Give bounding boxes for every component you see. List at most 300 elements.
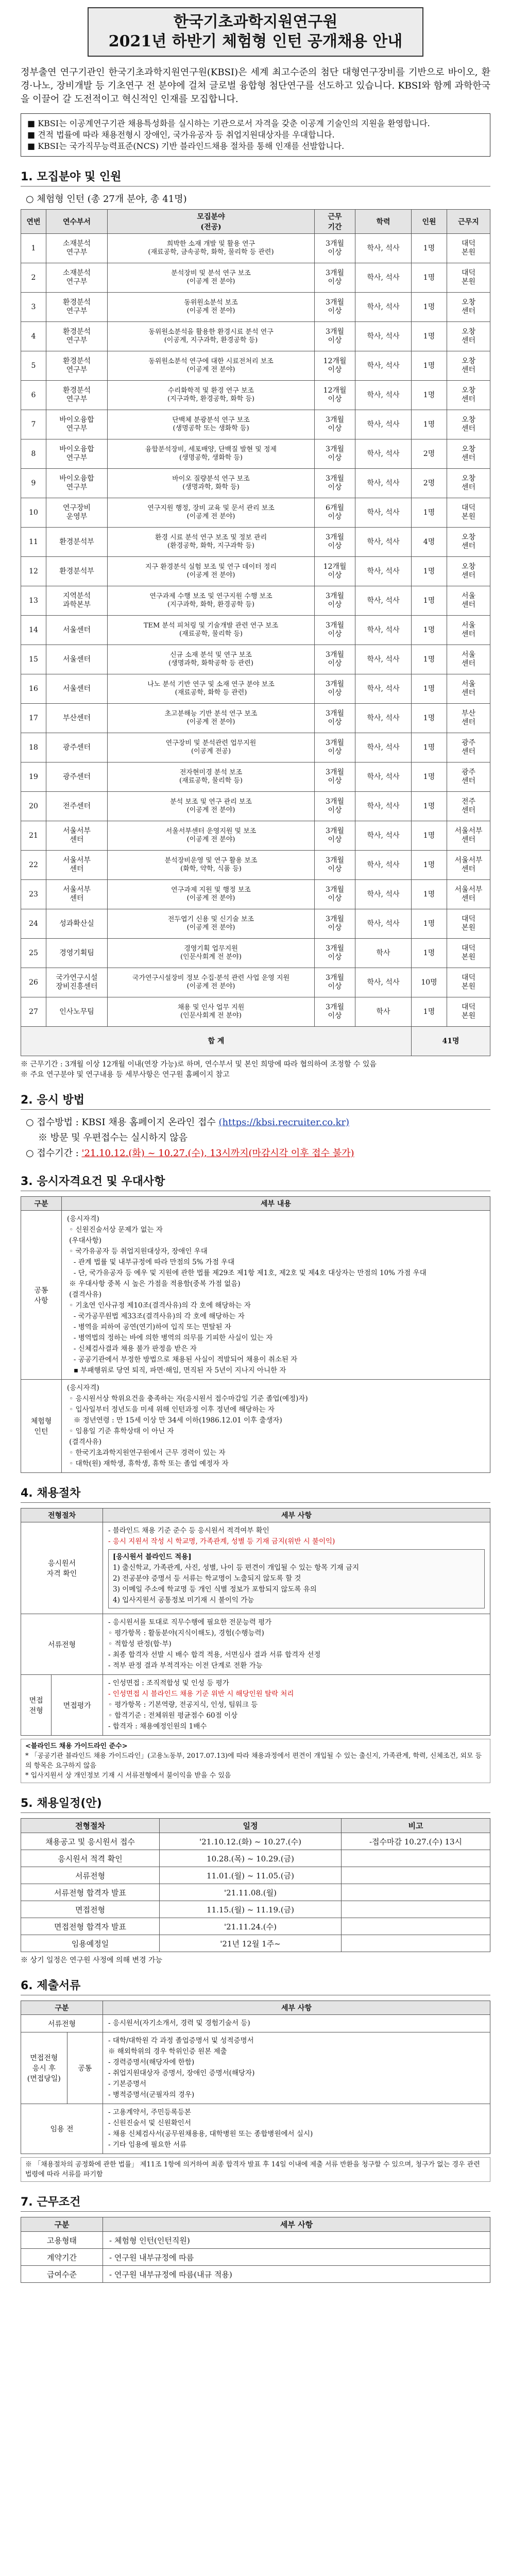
schedule-cell: 10.28.(목) ~ 10.29.(금) — [160, 1850, 342, 1867]
recruit-cell: 학사, 석사 — [355, 557, 412, 586]
proc-interview-line-4: ◦ 합격기준 : 전체위원 평균점수 60점 이상 — [108, 1711, 238, 1720]
sched-header-date: 일정 — [160, 1819, 342, 1833]
recruit-cell: 1명 — [412, 851, 447, 880]
apply-line-2: ※ 방문 및 우편접수는 실시하지 않음 — [38, 1132, 188, 1143]
schedule-cell: 서류전형 합격자 발표 — [21, 1884, 160, 1901]
schedule-row — [21, 1833, 490, 1850]
condition-detail: - 연구원 내부규정에 따름(내규 적용) — [103, 2266, 490, 2283]
qual-header-type: 구분 — [21, 1197, 62, 1211]
docs-interview-detail — [103, 2032, 490, 2104]
recruit-cell: 바이오융합 연구부 — [46, 439, 108, 469]
recruit-cell: 3개월 이상 — [315, 528, 355, 557]
recruit-cell: 학사, 석사 — [355, 439, 412, 469]
recruit-total-value: 41명 — [412, 1027, 490, 1056]
proc-docs-label: 응시원서 자격 확인 — [21, 1522, 103, 1614]
recruit-row — [21, 851, 490, 880]
docs-interview-line-5: - 기본증명서 — [108, 2080, 147, 2088]
recruit-cell: 연구과제 지원 및 행정 보조 (이공계 전 분야) — [108, 880, 315, 909]
docs-interview-line-2: ※ 해외학위의 경우 학위인증 원본 제출 — [108, 2047, 227, 2056]
proc-paper-line-1: - 응시원서를 토대로 직무수행에 필요한 전문능력 평가 — [108, 1618, 272, 1626]
recruit-cell: 17 — [21, 704, 46, 733]
qual-line: ※ 정년연령 : 만 15세 이상 만 34세 이하(1986.12.01 이후 출생자) — [67, 1416, 282, 1425]
recruit-row — [21, 821, 490, 851]
docs-interview-line-6: - 병적증명서(군필자의 경우) — [108, 2091, 195, 2099]
qual-line: ◦ 기초연 인사규정 제10조(결격사유)의 각 호에 해당하는 자 — [67, 1301, 251, 1310]
recruit-cell: 16 — [21, 674, 46, 704]
notice-3: ■ KBSI는 국가직무능력표준(NCS) 기반 블라인드채용 절차를 통해 인재를 선발합니다. — [27, 141, 345, 151]
recruit-row — [21, 528, 490, 557]
schedule-row — [21, 1901, 490, 1918]
schedule-cell: 임용예정일 — [21, 1935, 160, 1952]
condition-row — [21, 2249, 490, 2266]
recruit-cell: 소재분석 연구부 — [46, 234, 108, 263]
recruit-cell: 분석장비운영 및 연구 활용 보조 (화학, 약학, 식품 등) — [108, 851, 315, 880]
proc-interview-label: 면접평가 — [52, 1675, 103, 1736]
documents-note: ※ 「채용절차의 공정화에 관한 법률」 제11조 1항에 의거하여 최종 합격자 발표 후 14일 이내에 제출 서류 반환을 청구할 수 있으며, 청구가 없는 경우 관련 법령에 따라 서류를 파기함 — [21, 2157, 490, 2182]
recruit-cell: 서울 센터 — [447, 586, 490, 616]
qual-line: (우대사항) — [67, 1236, 101, 1245]
recruit-cell: 학사, 석사 — [355, 674, 412, 704]
recruit-header-4: 학력 — [355, 210, 412, 234]
procedure-table — [21, 1508, 490, 1736]
recruit-cell: 성과확산실 — [46, 909, 108, 939]
recruit-cell: 오창 센터 — [447, 439, 490, 469]
recruit-cell: 서울서부 센터 — [447, 880, 490, 909]
recruit-cell: 바이오융합 연구부 — [46, 410, 108, 439]
apply-line-3 — [26, 1146, 485, 1161]
recruit-cell: 국가연구시설장비 정보 수집·분석 관련 사업 운영 지원 (이공계 전 분야) — [108, 968, 315, 997]
recruit-cell: 1명 — [412, 234, 447, 263]
recruit-cell: 4명 — [412, 528, 447, 557]
schedule-row — [21, 1918, 490, 1935]
notice-1: ■ KBSI는 이공계연구기관 채용특성화를 실시하는 기관으로서 자격을 갖춘 이공계 기술인의 지원을 환영합니다. — [27, 118, 430, 128]
recruit-cell: 학사, 석사 — [355, 762, 412, 792]
schedule-cell — [342, 1884, 490, 1901]
recruit-cell: 나노 분석 기반 연구 및 소재 연구 분야 보조 (재료공학, 화학 등 관련) — [108, 674, 315, 704]
recruit-cell: 학사, 석사 — [355, 263, 412, 293]
schedule-cell: '21.10.12.(화) ~ 10.27.(수) — [160, 1833, 342, 1850]
blind-box-title: [응시원서 블라인드 적용] — [113, 1553, 192, 1561]
proc-row-interview — [21, 1675, 490, 1736]
recruit-cell: 학사, 석사 — [355, 234, 412, 263]
schedule-cell: 면접전형 — [21, 1901, 160, 1918]
recruit-cell: 3개월 이상 — [315, 733, 355, 762]
section1-note-2: ※ 주요 연구분야 및 연구내용 등 세부사항은 연구원 홈페이지 참고 — [21, 1071, 230, 1079]
recruit-cell: 8 — [21, 439, 46, 469]
proc-interview-detail — [103, 1675, 490, 1736]
recruit-cell: 1명 — [412, 351, 447, 381]
proc-row-paper — [21, 1614, 490, 1675]
condition-row — [21, 2266, 490, 2283]
proc-paper-label: 서류전형 — [21, 1614, 103, 1675]
recruit-row — [21, 909, 490, 939]
recruit-cell: 1명 — [412, 381, 447, 410]
recruit-cell: 환경분석 연구부 — [46, 351, 108, 381]
recruit-cell: 학사, 석사 — [355, 733, 412, 762]
proc-paper-line-4: - 최종 합격자 선발 시 배수 합격 적용, 서면심사 결과 서류 합격자 선정 — [108, 1651, 321, 1659]
recruit-cell: 학사, 석사 — [355, 792, 412, 821]
schedule-row — [21, 1867, 490, 1884]
docs-row-interview — [21, 2032, 490, 2104]
blind-box-line-1: 1) 출신학교, 가족관계, 사진, 성별, 나이 등 편견이 개입될 수 있는 항목 기재 금지 — [113, 1564, 360, 1572]
proc-interview-line-3: ◦ 평가항목 : 기본역량, 전공지식, 인성, 팀워크 등 — [108, 1701, 258, 1709]
recruit-cell: 부산센터 — [46, 704, 108, 733]
docs-interview-sub: 공통 — [67, 2032, 103, 2104]
recruit-cell: 바이오융합 연구부 — [46, 469, 108, 498]
recruit-cell: 서울서부 센터 — [447, 851, 490, 880]
recruit-cell: 광주 센터 — [447, 733, 490, 762]
recruit-row — [21, 586, 490, 616]
recruit-cell: 1명 — [412, 997, 447, 1027]
title-line1: 한국기초과학지원연구원 — [173, 13, 338, 31]
recruit-cell: 신규 소재 분석 및 연구 보조 (생명과학, 화학공학 등 관련) — [108, 645, 315, 674]
recruit-cell: 6 — [21, 381, 46, 410]
schedule-table — [21, 1818, 490, 1952]
recruit-cell: 24 — [21, 909, 46, 939]
apply-period-label: ○ 접수기간 : — [26, 1148, 82, 1159]
apply-method-label: ○ 접수방법 : KBSI 채용 홈페이지 온라인 접수 — [26, 1117, 216, 1128]
recruit-row — [21, 557, 490, 586]
proc-row-docs — [21, 1522, 490, 1614]
recruit-row — [21, 439, 490, 469]
sched-header-step: 전형절차 — [21, 1819, 160, 1833]
recruit-cell: 1명 — [412, 821, 447, 851]
recruit-cell: 1명 — [412, 939, 447, 968]
recruit-cell: 3개월 이상 — [315, 939, 355, 968]
recruit-cell: 1명 — [412, 909, 447, 939]
recruit-cell: 21 — [21, 821, 46, 851]
schedule-cell: 응시원서 적격 확인 — [21, 1850, 160, 1867]
apply-method — [26, 1115, 485, 1161]
recruit-header-2: 모집분야 (전공) — [108, 210, 315, 234]
qualification-table — [21, 1196, 490, 1473]
recruit-cell: 2명 — [412, 439, 447, 469]
recruit-cell: 경영기획팀 — [46, 939, 108, 968]
recruit-cell: 27 — [21, 997, 46, 1027]
recruit-cell: 연구장비 및 분석관련 업무지원 (이공계 전공) — [108, 733, 315, 762]
recruit-cell: 환경 시료 분석 연구 보조 및 정보 관리 (환경공학, 화학, 지구과학 등) — [108, 528, 315, 557]
qual-line: ◦ 신원진술서상 문제가 없는 자 — [67, 1226, 163, 1234]
recruit-cell: 오창 센터 — [447, 381, 490, 410]
recruit-header-5: 인원 — [412, 210, 447, 234]
proc-paper-detail — [103, 1614, 490, 1675]
section5-title: 5. 채용일정(안) — [21, 1794, 490, 1813]
recruit-cell: 학사 — [355, 939, 412, 968]
schedule-cell — [342, 1935, 490, 1952]
recruit-cell: 환경분석 연구부 — [46, 322, 108, 351]
recruit-cell: 대덕 본원 — [447, 909, 490, 939]
recruit-cell: 학사, 석사 — [355, 351, 412, 381]
cond-header-detail: 세부 사항 — [103, 2217, 490, 2232]
recruit-row — [21, 293, 490, 322]
docs-hire-line-2: - 신원진술서 및 신원확인서 — [108, 2119, 191, 2127]
recruit-cell: 서울서부 센터 — [46, 880, 108, 909]
blind-box-line-2: 2) 전공분야 증명서 등 서류는 학교명이 노출되지 않도록 할 것 — [113, 1574, 301, 1583]
qual-line: - 병역법의 정하는 바에 의한 병역의 의무를 기피한 사실이 있는 자 — [67, 1334, 273, 1342]
qual-line: (결격사유) — [67, 1291, 101, 1299]
conditions-table — [21, 2217, 490, 2283]
recruit-cell: 1명 — [412, 792, 447, 821]
section7-title: 7. 근무조건 — [21, 2193, 490, 2212]
recruit-cell: 학사, 석사 — [355, 645, 412, 674]
recruit-cell: 동위원소분석을 활용한 환경시료 분석 연구 (이공계, 지구과학, 환경공학 등) — [108, 322, 315, 351]
qual-line: ◦ 대학(원) 재학생, 휴학생, 휴학 또는 졸업 예정자 자 — [67, 1460, 229, 1468]
section1-notes — [21, 1059, 490, 1080]
recruit-cell: 3개월 이상 — [315, 645, 355, 674]
schedule-cell: '21.11.08.(월) — [160, 1884, 342, 1901]
section1-note-1: ※ 근무기간 : 3개월 이상 12개월 이내(연장 가능)로 하며, 연수부서 및 본인 희망에 따라 협의하여 조정할 수 있음 — [21, 1060, 377, 1069]
docs-interview-line-4: - 취업지원대상자 증명서, 장애인 증명서(해당자) — [108, 2069, 255, 2077]
recruit-cell: 지역분석 과학본부 — [46, 586, 108, 616]
condition-label: 계약기간 — [21, 2249, 103, 2266]
schedule-cell: 11.01.(월) ~ 11.05.(금) — [160, 1867, 342, 1884]
schedule-row — [21, 1935, 490, 1952]
title-line2: 2021년 하반기 체험형 인턴 공개채용 안내 — [108, 32, 403, 50]
proc-interview-line-1: - 인성면접 : 조직적합성 및 인성 등 평가 — [108, 1679, 229, 1687]
recruit-cell: 동위원소분석 연구에 대한 시료전처리 보조 (이공계 전 분야) — [108, 351, 315, 381]
schedule-cell: 서류전형 — [21, 1867, 160, 1884]
docs-interview-line-1: - 대학/대학원 각 과정 졸업증명서 및 성적증명서 — [108, 2037, 254, 2045]
recruit-cell: 13 — [21, 586, 46, 616]
recruit-cell: 지구 환경분석 실험 보조 및 연구 데이터 정리 (이공계 전 분야) — [108, 557, 315, 586]
recruit-cell: 서울서부 센터 — [447, 821, 490, 851]
condition-label: 고용형태 — [21, 2232, 103, 2249]
recruit-row — [21, 410, 490, 439]
recruit-cell: 오창 센터 — [447, 293, 490, 322]
recruit-cell: 3개월 이상 — [315, 762, 355, 792]
qual-row-label: 체험형 인턴 — [21, 1380, 62, 1473]
recruit-header-0: 연번 — [21, 210, 46, 234]
recruit-cell: 3개월 이상 — [315, 263, 355, 293]
recruit-cell: 6개월 이상 — [315, 498, 355, 528]
recruit-cell: 3개월 이상 — [315, 968, 355, 997]
apply-period: '21.10.12.(화) ~ 10.27.(수), 13시까지(마감시각 이후 접수 불가) — [81, 1148, 354, 1159]
recruit-cell: 1명 — [412, 704, 447, 733]
docs-row-paper — [21, 2015, 490, 2032]
title-box — [88, 7, 423, 57]
recruit-cell: 학사, 석사 — [355, 410, 412, 439]
blind-box-line-4: 4) 입사지원서 공통정보 미기재 시 불이익 가능 — [113, 1596, 254, 1604]
schedule-cell: -접수마감 10.27.(수) 13시 — [342, 1833, 490, 1850]
recruit-row — [21, 704, 490, 733]
schedule-cell: 11.15.(월) ~ 11.19.(금) — [160, 1901, 342, 1918]
blind-box-line-3: 3) 이메일 주소에 학교명 등 개인 식별 정보가 포함되지 않도록 유의 — [113, 1585, 317, 1594]
recruit-cell: 연구과제 수행 보조 및 연구지원 수행 보조 (지구과학, 화학, 환경공학 등) — [108, 586, 315, 616]
recruit-total-row — [21, 1027, 490, 1056]
recruit-cell: 서울서부 센터 — [46, 821, 108, 851]
qual-line: - 관계 법률 및 내부규정에 따라 만점의 5% 가점 우대 — [67, 1258, 235, 1266]
qual-line: (응시자격) — [67, 1384, 99, 1392]
docs-interview-label: 면접전형 응시 후 (면접당일) — [21, 2032, 67, 2104]
recruit-cell: 오창 센터 — [447, 322, 490, 351]
recruit-cell: 26 — [21, 968, 46, 997]
recruit-cell: 7 — [21, 410, 46, 439]
documents-table — [21, 2001, 490, 2154]
recruit-header-3: 근무 기간 — [315, 210, 355, 234]
recruit-cell: 14 — [21, 616, 46, 645]
proc-docs-line-2: - 응시 지원서 작성 시 학교명, 가족관계, 성별 등 기재 금지(위반 시 불이익) — [108, 1537, 335, 1546]
recruit-cell: 12 — [21, 557, 46, 586]
blind-box — [108, 1549, 485, 1608]
recruit-table — [21, 209, 490, 1056]
recruit-cell: 3개월 이상 — [315, 704, 355, 733]
recruit-cell: 서울센터 — [46, 674, 108, 704]
recruit-cell: 3개월 이상 — [315, 616, 355, 645]
recruit-cell: 1명 — [412, 557, 447, 586]
qual-line: ※ 우대사항 중복 시 높은 가점을 적용함(중복 가점 없음) — [67, 1280, 241, 1288]
recruit-cell: 서울센터 — [46, 616, 108, 645]
cond-header-type: 구분 — [21, 2217, 103, 2232]
recruit-cell: 대덕 본원 — [447, 997, 490, 1027]
recruit-cell: 서울 센터 — [447, 616, 490, 645]
recruit-row — [21, 616, 490, 645]
recruit-cell: 연구지원 행정, 장비 교육 및 문서 관리 보조 (이공계 전 분야) — [108, 498, 315, 528]
recruit-cell: 1명 — [412, 880, 447, 909]
section4-title: 4. 채용절차 — [21, 1484, 490, 1503]
proc-paper-line-5: - 적부 판정 결과 부적격자는 이전 단계로 전환 가능 — [108, 1662, 263, 1670]
qual-line: (응시자격) — [67, 1215, 99, 1223]
recruit-cell: 소재분석 연구부 — [46, 263, 108, 293]
recruit-cell: 3개월 이상 — [315, 792, 355, 821]
recruit-row — [21, 939, 490, 968]
recruit-cell: 15 — [21, 645, 46, 674]
recruit-cell: 10명 — [412, 968, 447, 997]
recruit-cell: 학사, 석사 — [355, 498, 412, 528]
recruit-cell: 3개월 이상 — [315, 674, 355, 704]
recruit-cell: 3개월 이상 — [315, 997, 355, 1027]
recruit-cell: 3개월 이상 — [315, 293, 355, 322]
docs-paper-label: 서류전형 — [21, 2015, 103, 2032]
condition-detail: - 연구원 내부규정에 따름 — [103, 2249, 490, 2266]
recruit-cell: 25 — [21, 939, 46, 968]
recruit-cell: 서울서부센터 운영지원 및 보조 (이공계 전 분야) — [108, 821, 315, 851]
recruit-row — [21, 674, 490, 704]
schedule-cell — [342, 1850, 490, 1867]
recruit-cell: 광주센터 — [46, 762, 108, 792]
qual-row-label: 공통 사항 — [21, 1211, 62, 1380]
docs-hire-line-3: - 채용 신체검사서(공무원채용용, 대학병원 또는 종합병원에서 실시) — [108, 2130, 313, 2138]
recruit-cell: 서울 센터 — [447, 645, 490, 674]
schedule-row — [21, 1884, 490, 1901]
proc-docs-detail — [103, 1522, 490, 1614]
qual-line: (결격사유) — [67, 1438, 101, 1446]
docs-header-detail: 세부 사항 — [103, 2001, 490, 2015]
blind-guideline-line-2: * 입사지원서 상 개인정보 기재 시 서류전형에서 불이익을 받을 수 있음 — [25, 1772, 231, 1780]
recruit-cell: 12개월 이상 — [315, 381, 355, 410]
recruit-cell: 10 — [21, 498, 46, 528]
qual-line: ◦ 입사일부터 정년도을 미세 위해 인턴과정 이후 정년에 해당하는 자 — [67, 1405, 275, 1414]
recruit-cell: 3개월 이상 — [315, 880, 355, 909]
recruit-cell: 3 — [21, 293, 46, 322]
recruit-cell: 오창 센터 — [447, 557, 490, 586]
recruit-cell: 대덕 본원 — [447, 939, 490, 968]
recruit-cell: 전주 센터 — [447, 792, 490, 821]
recruit-cell: 채용 및 인사 업무 지원 (인문사회계 전 분야) — [108, 997, 315, 1027]
proc-header-step: 전형절차 — [21, 1509, 103, 1522]
qual-header-detail: 세부 내용 — [62, 1197, 490, 1211]
schedule-cell — [342, 1901, 490, 1918]
condition-label: 급여수준 — [21, 2266, 103, 2283]
docs-hire-label: 임용 전 — [21, 2104, 103, 2154]
schedule-cell: 면접전형 합격자 발표 — [21, 1918, 160, 1935]
docs-hire-detail — [103, 2104, 490, 2154]
schedule-cell: 채용공고 및 응시원서 접수 — [21, 1833, 160, 1850]
qual-row-detail — [62, 1380, 490, 1473]
recruit-cell: 전자현미경 분석 보조 (재료공학, 물리학 등) — [108, 762, 315, 792]
recruit-cell: 1명 — [412, 293, 447, 322]
recruit-cell: 부산 센터 — [447, 704, 490, 733]
recruit-cell: 오창 센터 — [447, 351, 490, 381]
schedule-cell — [342, 1918, 490, 1935]
recruit-header-1: 연수부서 — [46, 210, 108, 234]
recruit-cell: 학사, 석사 — [355, 968, 412, 997]
docs-header-type: 구분 — [21, 2001, 103, 2015]
docs-interview-line-3: - 경력증명서(해당자에 한함) — [108, 2058, 195, 2066]
qual-line: - 단, 국가유공자 등 예우 및 지원에 관한 법률 제29조 제1항 제1호, 제2호 및 제4호 대상자는 만점의 10% 가점 우대 — [67, 1269, 427, 1277]
recruit-cell: 오창 센터 — [447, 410, 490, 439]
recruit-cell: 인사노무팀 — [46, 997, 108, 1027]
recruit-row — [21, 381, 490, 410]
recruit-cell: 수리화학적 및 환경 연구 보조 (지구과학, 환경공학, 화학 등) — [108, 381, 315, 410]
recruit-cell: 2 — [21, 263, 46, 293]
qual-row — [21, 1211, 490, 1380]
recruit-cell: 학사, 석사 — [355, 381, 412, 410]
recruit-cell: 대덕 본원 — [447, 498, 490, 528]
blind-guideline-note — [21, 1739, 490, 1783]
recruit-cell: 학사, 석사 — [355, 528, 412, 557]
recruit-row — [21, 498, 490, 528]
recruit-cell: 1명 — [412, 263, 447, 293]
section2-title: 2. 응시 방법 — [21, 1091, 490, 1110]
recruit-cell: 광주센터 — [46, 733, 108, 762]
condition-detail: - 체험형 인턴(인턴직원) — [103, 2232, 490, 2249]
recruit-cell: 학사, 석사 — [355, 322, 412, 351]
proc-interview-line-5: - 합격자 : 채용예정인원의 1배수 — [108, 1722, 207, 1731]
recruit-cell: 학사, 석사 — [355, 851, 412, 880]
recruit-cell: 1명 — [412, 616, 447, 645]
recruit-cell: 초고분해능 기반 분석 연구 보조 (이공계 전 분야) — [108, 704, 315, 733]
recruit-cell: 11 — [21, 528, 46, 557]
proc-header-detail: 세부 사항 — [103, 1509, 490, 1522]
recruit-cell: 3개월 이상 — [315, 410, 355, 439]
recruit-header-6: 근무지 — [447, 210, 490, 234]
recruit-row — [21, 997, 490, 1027]
recruit-cell: 2명 — [412, 469, 447, 498]
schedule-cell — [342, 1867, 490, 1884]
recruit-cell: 대덕 본원 — [447, 234, 490, 263]
recruit-cell: 3개월 이상 — [315, 469, 355, 498]
recruit-cell: 12개월 이상 — [315, 351, 355, 381]
recruit-cell: 연구장비 운영부 — [46, 498, 108, 528]
recruit-cell: 3개월 이상 — [315, 821, 355, 851]
recruit-cell: 1 — [21, 234, 46, 263]
qual-line: ◦ 응시원서상 학위요건을 충족하는 자(응시원서 접수마감일 기준 졸업(예정)자) — [67, 1395, 308, 1403]
apply-link[interactable]: (https://kbsi.recruiter.co.kr) — [218, 1117, 350, 1128]
recruit-row — [21, 469, 490, 498]
qual-line: - 공공기관에서 부정한 방법으로 채용된 사실이 적발되어 채용이 취소된 자 — [67, 1355, 298, 1364]
docs-paper-detail: - 응시원서(자기소개서, 경력 및 경험기술서 등) — [103, 2015, 490, 2032]
blind-guideline-title: <블라인드 채용 가이드라인 준수> — [25, 1742, 128, 1750]
proc-interview-group: 면접 전형 — [21, 1675, 52, 1736]
recruit-cell: 1명 — [412, 674, 447, 704]
qual-line: ◦ 국가유공자 등 취업지원대상자, 장애인 우대 — [67, 1247, 208, 1256]
proc-paper-line-2: ◦ 평가항목 : 활동분야(지식이해도), 경험(수행능력) — [108, 1629, 264, 1637]
schedule-row — [21, 1850, 490, 1867]
section3-title: 3. 응시자격요건 및 우대사항 — [21, 1173, 490, 1191]
recruit-cell: 단백체 분광분석 연구 보조 (생명공학 또는 생화학 등) — [108, 410, 315, 439]
recruit-cell: 22 — [21, 851, 46, 880]
recruit-cell: 서울서부 센터 — [46, 851, 108, 880]
